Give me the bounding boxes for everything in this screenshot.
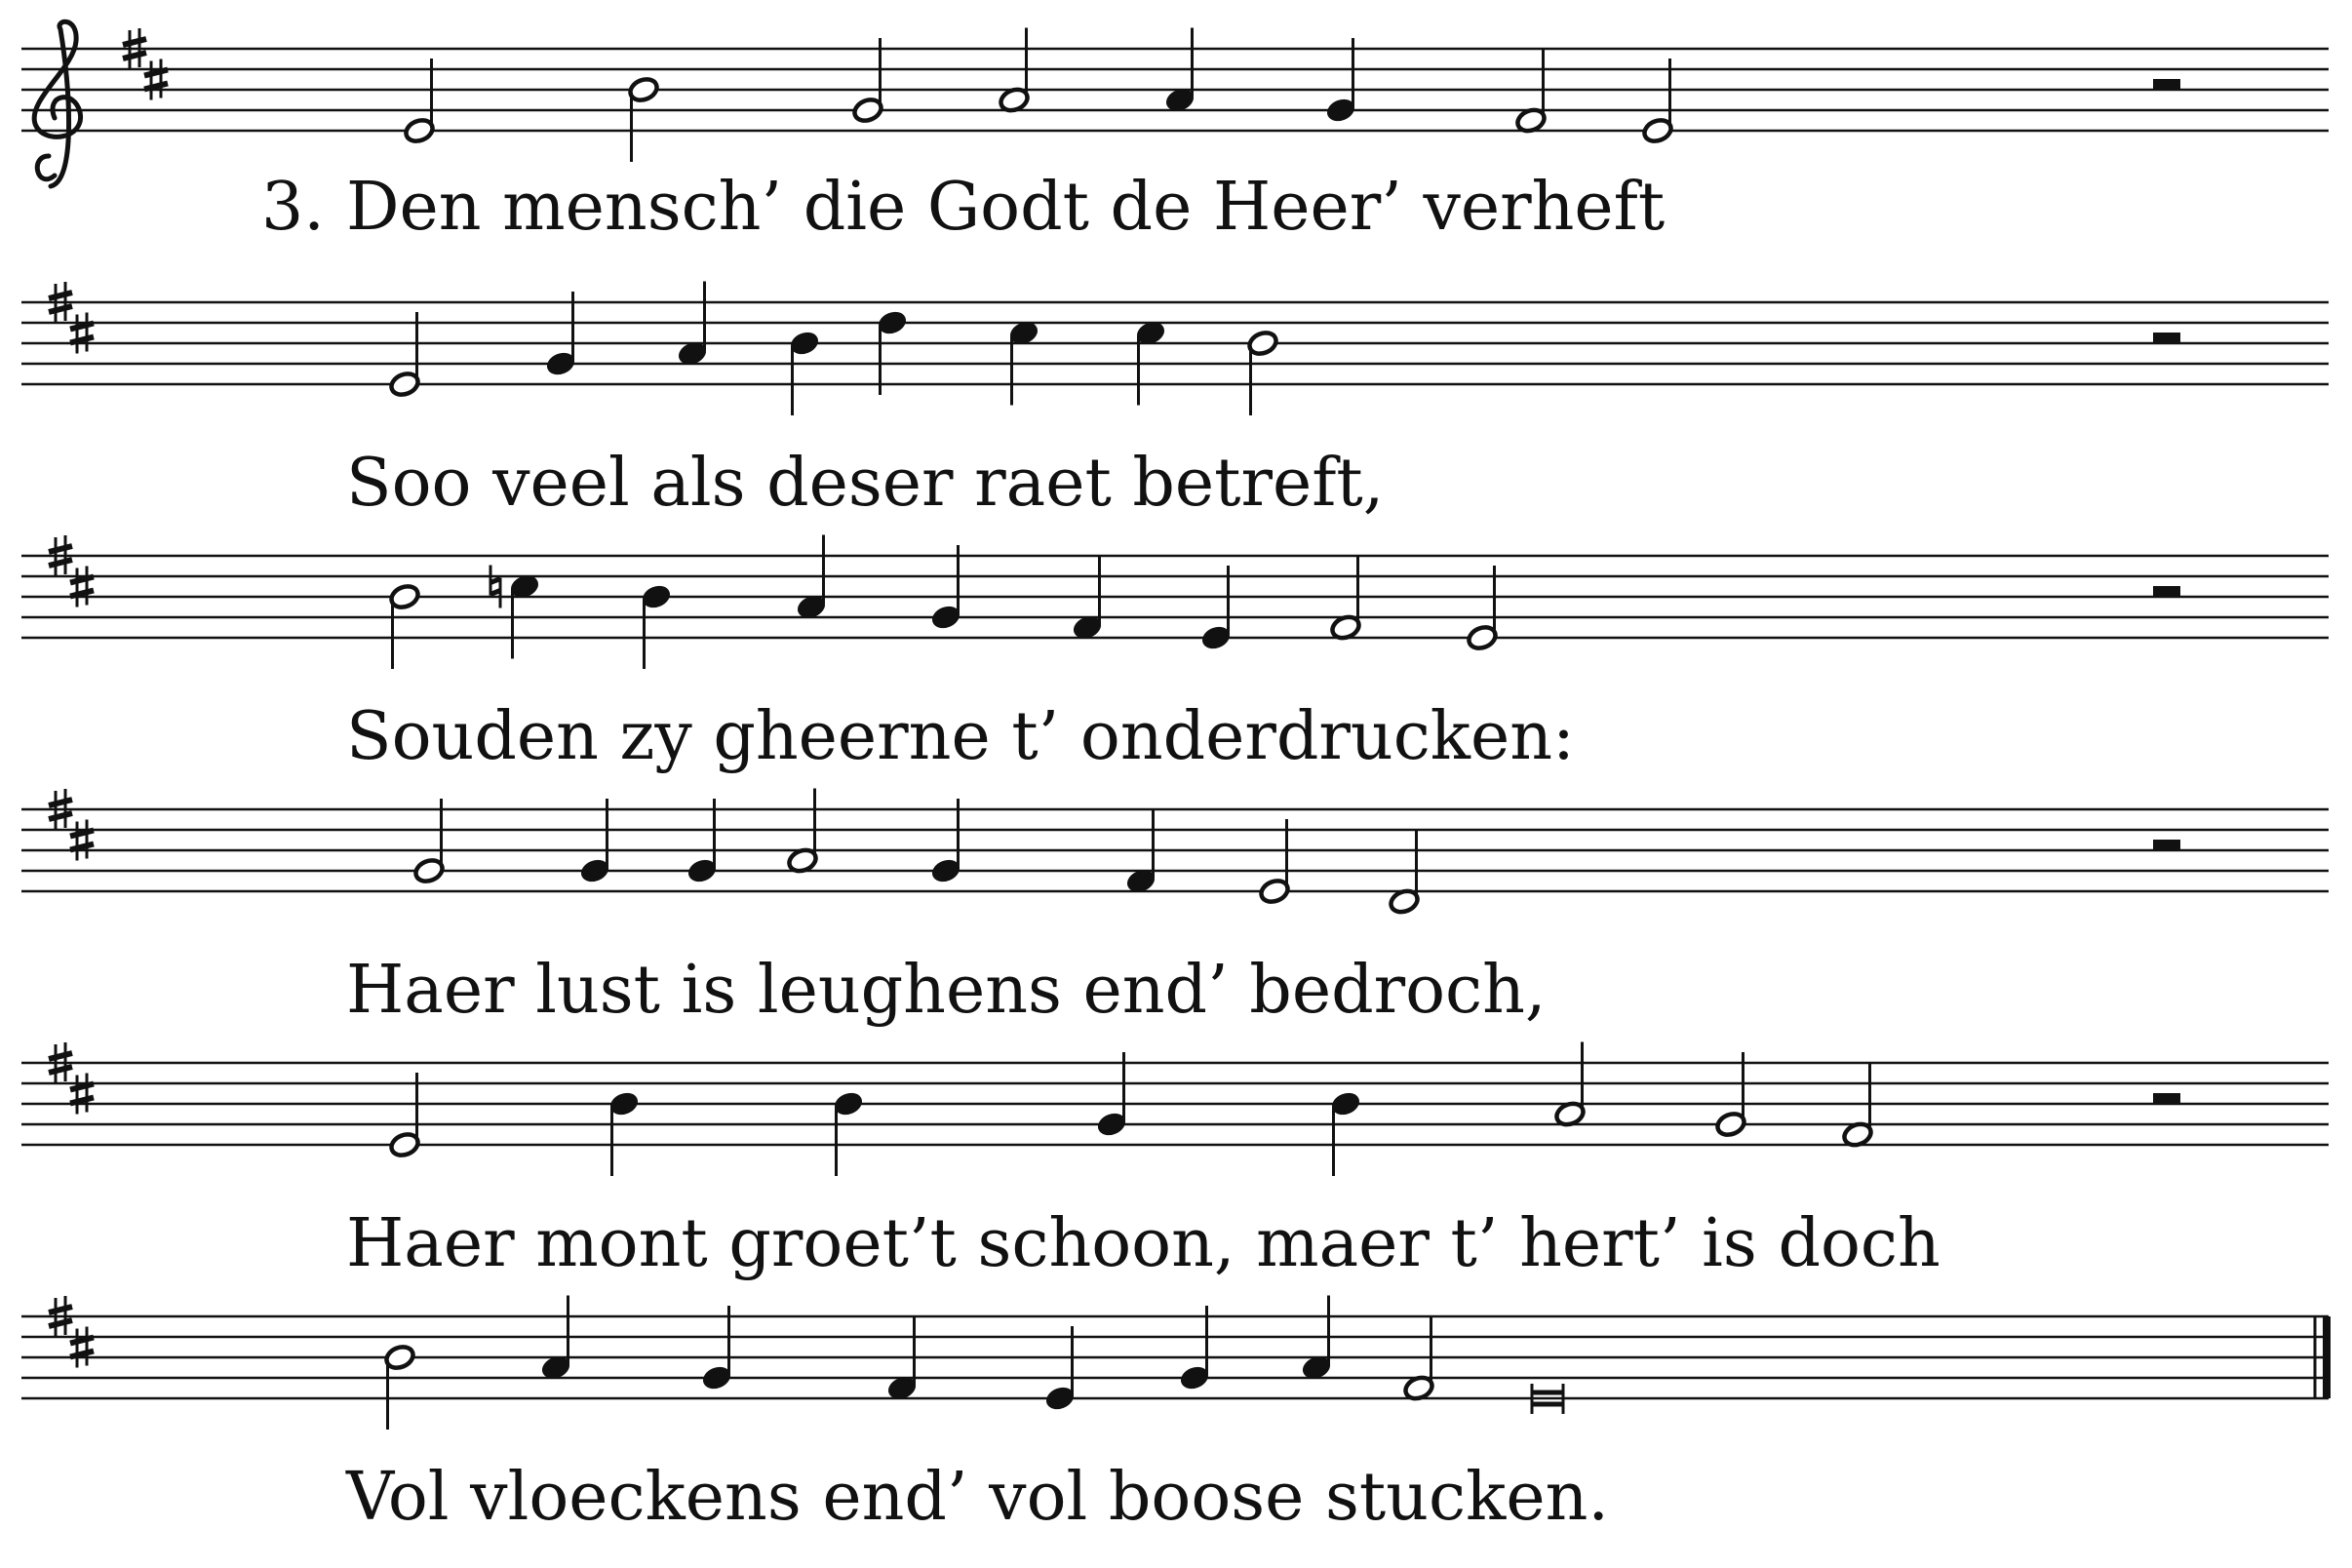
note-f-sharp4 (1402, 1316, 1434, 1403)
staff-system-6 (21, 1296, 2331, 1537)
staff-lines (21, 1063, 2329, 1145)
note-f-sharp4 (885, 1316, 918, 1403)
note-b4 (608, 1089, 640, 1176)
note-b4 (788, 329, 820, 415)
note-b4 (383, 1343, 415, 1430)
staff-system-3 (21, 535, 2329, 776)
sharp-bar (49, 306, 72, 312)
sharp-bar (49, 800, 72, 805)
note-c5 (490, 566, 541, 659)
sharp-bar (49, 546, 72, 552)
half-rest-icon (2153, 1093, 2180, 1104)
note-e4 (388, 1073, 420, 1159)
sharp-bar (70, 324, 94, 330)
thick-barline (2323, 1316, 2331, 1398)
staff-lines (21, 49, 2329, 131)
note-b4 (640, 582, 672, 669)
note-g4 (1714, 1052, 1746, 1139)
note-g4 (851, 38, 883, 125)
half-rest-icon (2153, 840, 2180, 850)
sharp-bar (144, 84, 168, 90)
note-g4 (544, 292, 576, 378)
clef-stroke (34, 21, 80, 186)
note-e4 (1199, 566, 1232, 652)
staff-lines (21, 1316, 2329, 1398)
sharp-bar (49, 560, 72, 566)
note-b4 (627, 75, 659, 162)
note-e4 (1043, 1326, 1076, 1413)
note-a4 (1553, 1042, 1586, 1129)
note-a4 (1163, 28, 1196, 115)
note-g4 (700, 1306, 732, 1392)
note-b4 (1329, 1089, 1361, 1176)
lyric-line-3: Souden zy gheerne t’ onderdrucken: (346, 698, 1575, 775)
sharp-bar (49, 1307, 72, 1313)
note-e4 (388, 312, 420, 399)
sharp-bar (49, 1053, 72, 1059)
treble-clef-icon (34, 21, 80, 186)
sharp-bar (49, 293, 72, 298)
note-a4 (539, 1296, 571, 1383)
note-c-sharp5 (1134, 319, 1166, 406)
sharp-bar (70, 831, 94, 837)
note-g4 (1324, 38, 1356, 125)
sharp-sign (70, 1074, 94, 1115)
sharp-sign (70, 820, 94, 861)
note-e4 (1258, 819, 1290, 906)
verse-number: 3. (261, 169, 325, 246)
sharp-sign (70, 313, 94, 354)
score-systems (21, 21, 2331, 1536)
note-g4 (1178, 1306, 1210, 1392)
sharp-bar (70, 1352, 94, 1357)
note-e4 (403, 59, 435, 145)
sharp-sign (144, 59, 168, 100)
staff-lines (21, 556, 2329, 638)
sharp-sign (70, 1327, 94, 1368)
note-b4 (832, 1089, 864, 1176)
sharp-bar (49, 1320, 72, 1326)
half-rest-icon (2153, 586, 2180, 597)
staff-system-1 (21, 21, 2329, 246)
lyric-line-2: Soo veel als deser raet betreft, (346, 445, 1385, 522)
note-e4 (1466, 566, 1498, 652)
note-g4 (1095, 1052, 1127, 1139)
half-rest-icon (2153, 79, 2180, 90)
staff-system-2 (21, 282, 2329, 523)
note-f-sharp4 (1124, 809, 1156, 896)
sharp-bar (49, 813, 72, 819)
sharp-bar (123, 53, 146, 59)
note-d4 (1388, 830, 1420, 917)
note-f-sharp4 (1071, 556, 1103, 643)
note-a4 (676, 282, 708, 369)
staff-lines (21, 302, 2329, 384)
sharp-bar (70, 591, 94, 597)
sharp-bar (70, 1338, 94, 1344)
lyric-line-1: Den mensch’ die Godt de Heer’ verheft (346, 169, 1666, 246)
sharp-bar (70, 1084, 94, 1090)
note-g4 (929, 545, 961, 632)
half-rest-icon (2153, 333, 2180, 343)
sharp-bar (70, 577, 94, 583)
note-g4 (578, 799, 610, 885)
sharp-bar (123, 39, 146, 45)
note-f-sharp4 (1841, 1063, 1873, 1150)
note-c-sharp5 (1007, 319, 1039, 406)
lyric-line-6: Vol vloeckens end’ vol boose stucken. (346, 1459, 1609, 1536)
sharp-bar (70, 337, 94, 343)
note-g4 (929, 799, 961, 885)
sharp-bar (70, 1098, 94, 1104)
note-f-sharp4 (1329, 556, 1361, 643)
note-b4 (388, 582, 420, 669)
note-g4 (412, 799, 445, 885)
staff-lines (21, 809, 2329, 891)
staff-system-5 (21, 1042, 2329, 1283)
natural-sign (490, 566, 500, 608)
note-g4 (686, 799, 718, 885)
note-b4 (1246, 329, 1278, 415)
note-a4 (795, 535, 827, 622)
sharp-bar (70, 844, 94, 850)
sharp-bar (144, 70, 168, 76)
note-a4 (786, 789, 818, 876)
note-e4 (1641, 59, 1673, 145)
sharp-bar (49, 1067, 72, 1073)
lyric-line-5: Haer mont groet’t schoon, maer t’ hert’ is doch (346, 1205, 1940, 1282)
note-a4 (1300, 1296, 1332, 1383)
lyric-line-4: Haer lust is leughens end’ bedroch, (346, 952, 1547, 1029)
note-f-sharp4 (1514, 49, 1547, 136)
note-d5 (876, 308, 908, 395)
staff-system-4 (21, 789, 2329, 1030)
sharp-sign (70, 567, 94, 608)
note-a4 (998, 28, 1030, 115)
